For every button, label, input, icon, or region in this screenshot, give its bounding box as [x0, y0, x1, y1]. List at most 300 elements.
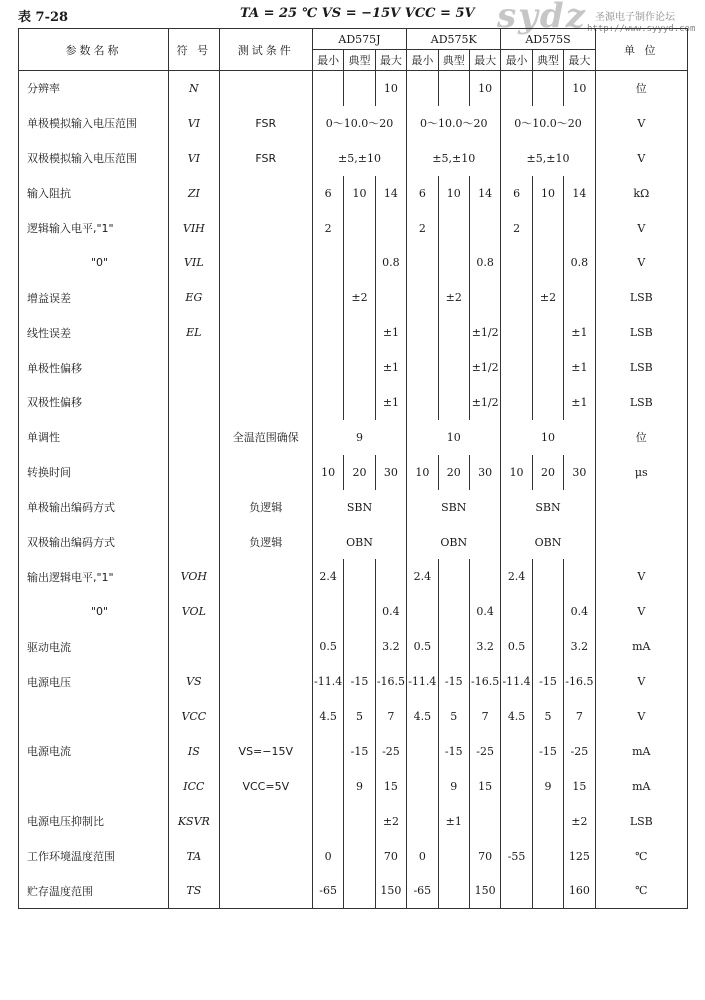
param-unit: V [595, 245, 687, 280]
value-j-typ [344, 315, 375, 350]
value-j-typ [344, 804, 375, 839]
value-j-max: 15 [375, 769, 406, 804]
param-name: 双极性偏移 [19, 385, 169, 420]
param-name [19, 699, 169, 734]
value-k-min [407, 245, 438, 280]
table-row [19, 839, 688, 874]
value-k-max [469, 280, 500, 315]
header-sub-typ: 典型 [438, 50, 469, 71]
param-unit: mA [595, 629, 687, 664]
table-row [19, 71, 688, 106]
value-k-max: -16.5 [469, 664, 500, 699]
header-model-j: AD575J [312, 29, 406, 50]
param-name: 线性误差 [19, 315, 169, 350]
value-k-min: 2 [407, 211, 438, 246]
param-symbol: N [169, 71, 220, 106]
value-k-max: 0.8 [469, 245, 500, 280]
value-s-max: 160 [564, 873, 595, 908]
value-s-min [501, 804, 532, 839]
param-unit: V [595, 594, 687, 629]
header-sub-typ: 典型 [532, 50, 563, 71]
test-condition: FSR [219, 141, 312, 176]
value-k-min [407, 804, 438, 839]
table-body [19, 71, 688, 909]
test-condition [219, 629, 312, 664]
header-sub-min: 最小 [407, 50, 438, 71]
table-row [19, 873, 688, 908]
table-row [19, 664, 688, 699]
value-s-typ [532, 559, 563, 594]
value-k-typ: -15 [438, 664, 469, 699]
test-condition [219, 385, 312, 420]
value-k-max: 0.4 [469, 594, 500, 629]
param-symbol: VCC [169, 699, 220, 734]
value-k-min [407, 315, 438, 350]
value-k-typ: 10 [438, 176, 469, 211]
param-symbol: ZI [169, 176, 220, 211]
value-s-max [564, 559, 595, 594]
value-s-min: -55 [501, 839, 532, 874]
value-s-max: ±1 [564, 315, 595, 350]
value-j-min: -65 [312, 873, 343, 908]
param-unit: mA [595, 769, 687, 804]
param-symbol [169, 490, 220, 525]
value-s-typ: 5 [532, 699, 563, 734]
param-name [19, 769, 169, 804]
value-j-max: 30 [375, 455, 406, 490]
value-s-typ [532, 71, 563, 106]
value-j-typ: -15 [344, 734, 375, 769]
value-j-min [312, 804, 343, 839]
value-span-s: ±5,±10 [501, 141, 595, 176]
test-condition [219, 559, 312, 594]
value-k-typ [438, 594, 469, 629]
value-s-max: ±2 [564, 804, 595, 839]
test-condition [219, 71, 312, 106]
value-s-typ [532, 315, 563, 350]
value-j-max: ±1 [375, 350, 406, 385]
value-s-typ [532, 385, 563, 420]
value-s-max: 7 [564, 699, 595, 734]
param-unit: mA [595, 734, 687, 769]
value-j-min [312, 385, 343, 420]
param-unit: V [595, 141, 687, 176]
param-symbol [169, 420, 220, 455]
value-s-min: 10 [501, 455, 532, 490]
param-unit: LSB [595, 315, 687, 350]
table-caption: 表 7-28 [18, 10, 69, 25]
value-k-typ [438, 629, 469, 664]
param-symbol: KSVR [169, 804, 220, 839]
value-span-k: 10 [407, 420, 501, 455]
test-condition: VCC=5V [219, 769, 312, 804]
test-condition [219, 211, 312, 246]
param-symbol: TA [169, 839, 220, 874]
value-j-max: 7 [375, 699, 406, 734]
value-j-min: 0.5 [312, 629, 343, 664]
param-symbol [169, 629, 220, 664]
value-k-max: -25 [469, 734, 500, 769]
value-k-max: ±1/2 [469, 350, 500, 385]
param-unit: V [595, 664, 687, 699]
value-k-min [407, 280, 438, 315]
value-j-max: ±1 [375, 315, 406, 350]
param-name: 电源电流 [19, 734, 169, 769]
header-sub-max: 最大 [469, 50, 500, 71]
spec-table [18, 28, 688, 909]
test-conditions: TA = 25 ℃ VS = −15V VCC = 5V [240, 6, 475, 21]
param-name: 逻辑输入电平,"1" [19, 211, 169, 246]
value-s-max: ±1 [564, 385, 595, 420]
value-k-max: 3.2 [469, 629, 500, 664]
value-k-typ: 9 [438, 769, 469, 804]
value-j-typ [344, 245, 375, 280]
value-s-max: 30 [564, 455, 595, 490]
value-j-max: -25 [375, 734, 406, 769]
value-s-min [501, 71, 532, 106]
value-s-min [501, 769, 532, 804]
value-s-min [501, 245, 532, 280]
value-j-max [375, 211, 406, 246]
value-j-min: 10 [312, 455, 343, 490]
value-span-j: SBN [312, 490, 406, 525]
param-unit: LSB [595, 280, 687, 315]
value-j-typ: 10 [344, 176, 375, 211]
value-k-min: -11.4 [407, 664, 438, 699]
value-k-typ [438, 385, 469, 420]
param-symbol: VIH [169, 211, 220, 246]
param-unit [595, 490, 687, 525]
test-condition [219, 176, 312, 211]
param-name: 转换时间 [19, 455, 169, 490]
value-j-min [312, 594, 343, 629]
value-k-typ [438, 873, 469, 908]
value-k-max: ±1/2 [469, 315, 500, 350]
param-unit [595, 525, 687, 560]
value-j-typ [344, 594, 375, 629]
param-name: 电源电压 [19, 664, 169, 699]
param-unit: V [595, 106, 687, 141]
value-s-min [501, 315, 532, 350]
param-unit: ℃ [595, 839, 687, 874]
value-span-k: ±5,±10 [407, 141, 501, 176]
value-s-typ: 9 [532, 769, 563, 804]
watermark-logo: sydz [497, 0, 587, 36]
value-j-max: 0.8 [375, 245, 406, 280]
header-sub-max: 最大 [564, 50, 595, 71]
value-s-min: 6 [501, 176, 532, 211]
param-unit: ℃ [595, 873, 687, 908]
table-row [19, 629, 688, 664]
value-j-min [312, 245, 343, 280]
value-k-typ: 20 [438, 455, 469, 490]
value-span-j: 9 [312, 420, 406, 455]
value-s-max: 0.4 [564, 594, 595, 629]
value-s-min [501, 385, 532, 420]
param-symbol: VOH [169, 559, 220, 594]
param-symbol: VIL [169, 245, 220, 280]
param-name: 驱动电流 [19, 629, 169, 664]
value-j-min: -11.4 [312, 664, 343, 699]
value-s-max: 15 [564, 769, 595, 804]
test-condition: 负逻辑 [219, 490, 312, 525]
table-row [19, 525, 688, 560]
value-j-min [312, 734, 343, 769]
value-k-min: 4.5 [407, 699, 438, 734]
value-s-max: 10 [564, 71, 595, 106]
value-s-typ [532, 873, 563, 908]
value-k-typ: -15 [438, 734, 469, 769]
param-unit: V [595, 559, 687, 594]
value-k-typ [438, 350, 469, 385]
value-k-min [407, 71, 438, 106]
value-k-max: 14 [469, 176, 500, 211]
value-j-max: 150 [375, 873, 406, 908]
value-k-typ: ±2 [438, 280, 469, 315]
value-j-max: 0.4 [375, 594, 406, 629]
value-j-min: 2 [312, 211, 343, 246]
value-s-min: 2 [501, 211, 532, 246]
value-j-min: 2.4 [312, 559, 343, 594]
value-s-typ [532, 350, 563, 385]
value-span-k: 0～10.0～20 [407, 106, 501, 141]
value-s-max: -16.5 [564, 664, 595, 699]
test-condition [219, 804, 312, 839]
value-s-min: -11.4 [501, 664, 532, 699]
value-k-min: 2.4 [407, 559, 438, 594]
value-k-typ [438, 559, 469, 594]
param-name: 单极模拟输入电压范围 [19, 106, 169, 141]
value-s-typ: ±2 [532, 280, 563, 315]
value-k-typ [438, 71, 469, 106]
value-k-max: 30 [469, 455, 500, 490]
header-unit: 单 位 [595, 29, 687, 71]
value-s-max: 0.8 [564, 245, 595, 280]
value-j-typ [344, 350, 375, 385]
param-symbol: VI [169, 106, 220, 141]
header-test: 测试条件 [219, 29, 312, 71]
value-j-min: 6 [312, 176, 343, 211]
value-s-max: -25 [564, 734, 595, 769]
value-j-max: ±1 [375, 385, 406, 420]
value-s-max: 125 [564, 839, 595, 874]
param-name: 输入阻抗 [19, 176, 169, 211]
test-condition [219, 315, 312, 350]
value-k-max: 15 [469, 769, 500, 804]
value-j-typ: -15 [344, 664, 375, 699]
param-name: 分辨率 [19, 71, 169, 106]
value-j-min [312, 350, 343, 385]
value-j-max [375, 280, 406, 315]
param-name: 贮存温度范围 [19, 873, 169, 908]
value-k-max: ±1/2 [469, 385, 500, 420]
value-k-min [407, 350, 438, 385]
param-unit: LSB [595, 385, 687, 420]
param-symbol: EG [169, 280, 220, 315]
value-span-j: 0～10.0～20 [312, 106, 406, 141]
value-s-typ: -15 [532, 664, 563, 699]
param-unit: V [595, 211, 687, 246]
table-row [19, 734, 688, 769]
value-s-min: 0.5 [501, 629, 532, 664]
value-span-k: OBN [407, 525, 501, 560]
table-row [19, 315, 688, 350]
value-k-min: 6 [407, 176, 438, 211]
table-row [19, 699, 688, 734]
value-s-min [501, 734, 532, 769]
value-s-typ [532, 211, 563, 246]
table-row [19, 420, 688, 455]
test-condition [219, 839, 312, 874]
value-k-min: 0 [407, 839, 438, 874]
param-unit: 位 [595, 71, 687, 106]
value-k-min [407, 769, 438, 804]
table-row [19, 594, 688, 629]
watermark-site-name: 圣源电子制作论坛 [595, 12, 675, 23]
value-j-max: -16.5 [375, 664, 406, 699]
value-j-max: 3.2 [375, 629, 406, 664]
value-j-typ [344, 629, 375, 664]
param-symbol [169, 385, 220, 420]
header-param: 参数名称 [19, 29, 169, 71]
value-s-min [501, 594, 532, 629]
test-condition [219, 245, 312, 280]
value-span-s: SBN [501, 490, 595, 525]
value-k-max [469, 804, 500, 839]
value-k-min [407, 734, 438, 769]
value-j-typ [344, 839, 375, 874]
value-s-typ [532, 839, 563, 874]
value-k-max [469, 559, 500, 594]
param-unit: V [595, 699, 687, 734]
test-condition: FSR [219, 106, 312, 141]
value-j-typ [344, 71, 375, 106]
table-row [19, 455, 688, 490]
value-j-max [375, 559, 406, 594]
test-condition: 负逻辑 [219, 525, 312, 560]
table-row [19, 141, 688, 176]
value-j-typ [344, 211, 375, 246]
param-unit: 位 [595, 420, 687, 455]
table-row [19, 211, 688, 246]
header-sub-min: 最小 [312, 50, 343, 71]
value-span-j: ±5,±10 [312, 141, 406, 176]
param-name: 单极性偏移 [19, 350, 169, 385]
value-j-typ: 9 [344, 769, 375, 804]
table-row [19, 280, 688, 315]
param-symbol [169, 350, 220, 385]
value-s-max: 14 [564, 176, 595, 211]
test-condition [219, 455, 312, 490]
value-s-max: 3.2 [564, 629, 595, 664]
param-name: 单调性 [19, 420, 169, 455]
param-symbol [169, 455, 220, 490]
value-s-min [501, 350, 532, 385]
value-s-typ [532, 804, 563, 839]
value-k-min: -65 [407, 873, 438, 908]
table-row [19, 559, 688, 594]
value-j-min [312, 71, 343, 106]
header-model-s: AD575S [501, 29, 595, 50]
value-s-typ: -15 [532, 734, 563, 769]
value-k-min: 10 [407, 455, 438, 490]
value-k-max [469, 211, 500, 246]
param-symbol: IS [169, 734, 220, 769]
value-j-max: 10 [375, 71, 406, 106]
value-j-typ: 20 [344, 455, 375, 490]
param-unit: LSB [595, 804, 687, 839]
value-span-k: SBN [407, 490, 501, 525]
value-s-typ [532, 629, 563, 664]
value-s-min: 2.4 [501, 559, 532, 594]
param-symbol: VI [169, 141, 220, 176]
header-sub-typ: 典型 [344, 50, 375, 71]
param-name: "0" [19, 594, 169, 629]
test-condition: 全温范围确保 [219, 420, 312, 455]
param-unit: kΩ [595, 176, 687, 211]
value-j-min [312, 315, 343, 350]
value-s-min [501, 873, 532, 908]
header-model-k: AD575K [407, 29, 501, 50]
value-s-min [501, 280, 532, 315]
value-k-typ [438, 839, 469, 874]
value-j-max: 14 [375, 176, 406, 211]
param-name: 双极输出编码方式 [19, 525, 169, 560]
value-k-max: 10 [469, 71, 500, 106]
value-k-typ: ±1 [438, 804, 469, 839]
param-unit: LSB [595, 350, 687, 385]
value-j-min: 0 [312, 839, 343, 874]
header-symbol: 符 号 [169, 29, 220, 71]
table-row [19, 385, 688, 420]
value-j-typ: ±2 [344, 280, 375, 315]
test-condition [219, 873, 312, 908]
value-k-min: 0.5 [407, 629, 438, 664]
value-s-max [564, 211, 595, 246]
table-row [19, 769, 688, 804]
value-j-typ [344, 559, 375, 594]
table-row [19, 245, 688, 280]
param-name: 电源电压抑制比 [19, 804, 169, 839]
value-span-s: OBN [501, 525, 595, 560]
value-s-typ: 10 [532, 176, 563, 211]
table-row [19, 106, 688, 141]
value-j-min [312, 769, 343, 804]
watermark-url: http://www.syyyd.com [587, 24, 696, 34]
value-s-typ [532, 594, 563, 629]
table-row [19, 490, 688, 525]
param-name: 双极模拟输入电压范围 [19, 141, 169, 176]
param-name: 增益误差 [19, 280, 169, 315]
value-j-typ [344, 873, 375, 908]
test-condition: VS=−15V [219, 734, 312, 769]
value-j-typ: 5 [344, 699, 375, 734]
param-symbol: TS [169, 873, 220, 908]
test-condition [219, 280, 312, 315]
table-row [19, 804, 688, 839]
header-sub-min: 最小 [501, 50, 532, 71]
test-condition [219, 594, 312, 629]
param-symbol: VS [169, 664, 220, 699]
value-k-min [407, 594, 438, 629]
param-name: 单极输出编码方式 [19, 490, 169, 525]
value-span-j: OBN [312, 525, 406, 560]
value-span-s: 0～10.0～20 [501, 106, 595, 141]
value-j-max: 70 [375, 839, 406, 874]
value-k-max: 7 [469, 699, 500, 734]
value-j-min [312, 280, 343, 315]
value-s-max: ±1 [564, 350, 595, 385]
